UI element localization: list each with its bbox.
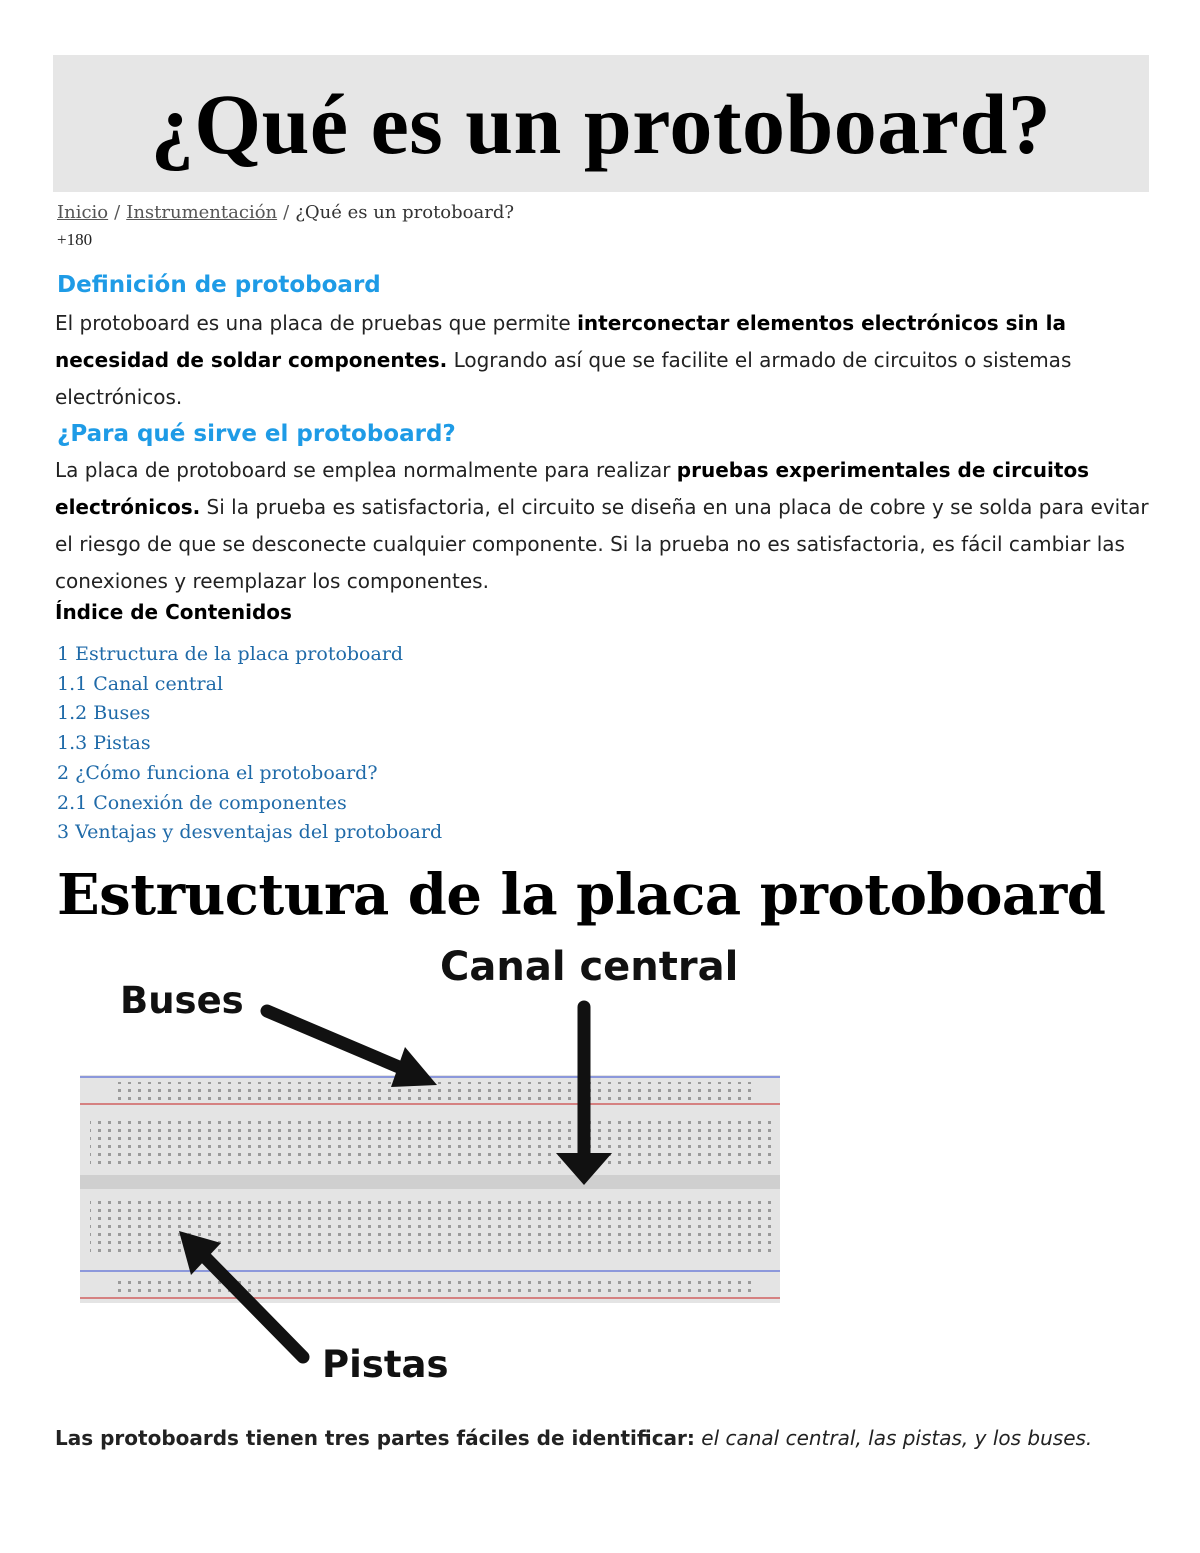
toc-item[interactable]: 1.2 Buses — [57, 702, 151, 725]
breadboard — [80, 1075, 780, 1303]
protoboard-figure — [75, 935, 795, 1395]
definition-bold: interconectar elementos electrónicos sin la necesidad de soldar componentes. — [55, 311, 1066, 372]
breadcrumb-current: ¿Qué es un protoboard? — [295, 202, 515, 223]
toc-item[interactable]: 1.3 Pistas — [57, 732, 151, 755]
parts-summary-bold: Las protoboards tienen tres partes fáciles de identificar: — [55, 1426, 695, 1450]
breadcrumb-home-link[interactable]: Inicio — [57, 202, 109, 223]
definition-heading: Definición de protoboard — [57, 272, 381, 298]
parts-summary-italic: el canal central, las pistas, y los buses. — [694, 1426, 1093, 1450]
purpose-text-1: La placa de protoboard se emplea normalmente para realizar — [55, 458, 677, 482]
breadcrumb-separator: / — [283, 202, 290, 223]
toc-title: Índice de Contenidos — [55, 600, 292, 624]
table-of-contents — [57, 640, 442, 848]
view-count: +180 — [57, 230, 93, 249]
definition-text-1: El protoboard es una placa de pruebas que permite — [55, 311, 578, 335]
page-title: ¿Qué es un protoboard? — [150, 75, 1052, 172]
toc-item[interactable]: 2.1 Conexión de componentes — [57, 791, 347, 814]
purpose-heading: ¿Para qué sirve el protoboard? — [57, 421, 456, 447]
title-banner — [53, 55, 1149, 192]
toc-item[interactable]: 1 Estructura de la placa protoboard — [57, 643, 404, 665]
toc-item[interactable]: 3 Ventajas y desventajas del protoboard — [57, 821, 443, 844]
purpose-bold: pruebas experimentales de circuitos electrónicos. — [55, 458, 1090, 519]
buses-label: Buses — [120, 979, 244, 1022]
breadcrumb-category-link[interactable]: Instrumentación — [126, 202, 278, 223]
definition-text-2: Logrando así que se facilite el armado de circuitos o sistemas electrónicos. — [55, 348, 1072, 409]
definition-paragraph — [55, 305, 1155, 416]
toc-item[interactable]: 1.1 Canal central — [57, 672, 224, 695]
purpose-text-2: Si la prueba es satisfactoria, el circuito se diseña en una placa de cobre y se solda para evitar el riesgo de que se desconecte cualquier componente. Si la prueba no es satisfactoria, es fácil cambiar las conexiones y reemplazar los componentes. — [55, 495, 1149, 593]
parts-summary-paragraph — [55, 1420, 1155, 1457]
structure-heading: Estructura de la placa protoboard — [57, 862, 1106, 928]
toc-item[interactable]: 2 ¿Cómo funciona el protoboard? — [57, 761, 378, 784]
breadcrumb-separator: / — [114, 202, 121, 223]
purpose-paragraph — [55, 452, 1155, 600]
pistas-label: Pistas — [322, 1343, 449, 1386]
breadcrumb — [57, 202, 514, 223]
canal-central-label: Canal central — [440, 944, 739, 990]
